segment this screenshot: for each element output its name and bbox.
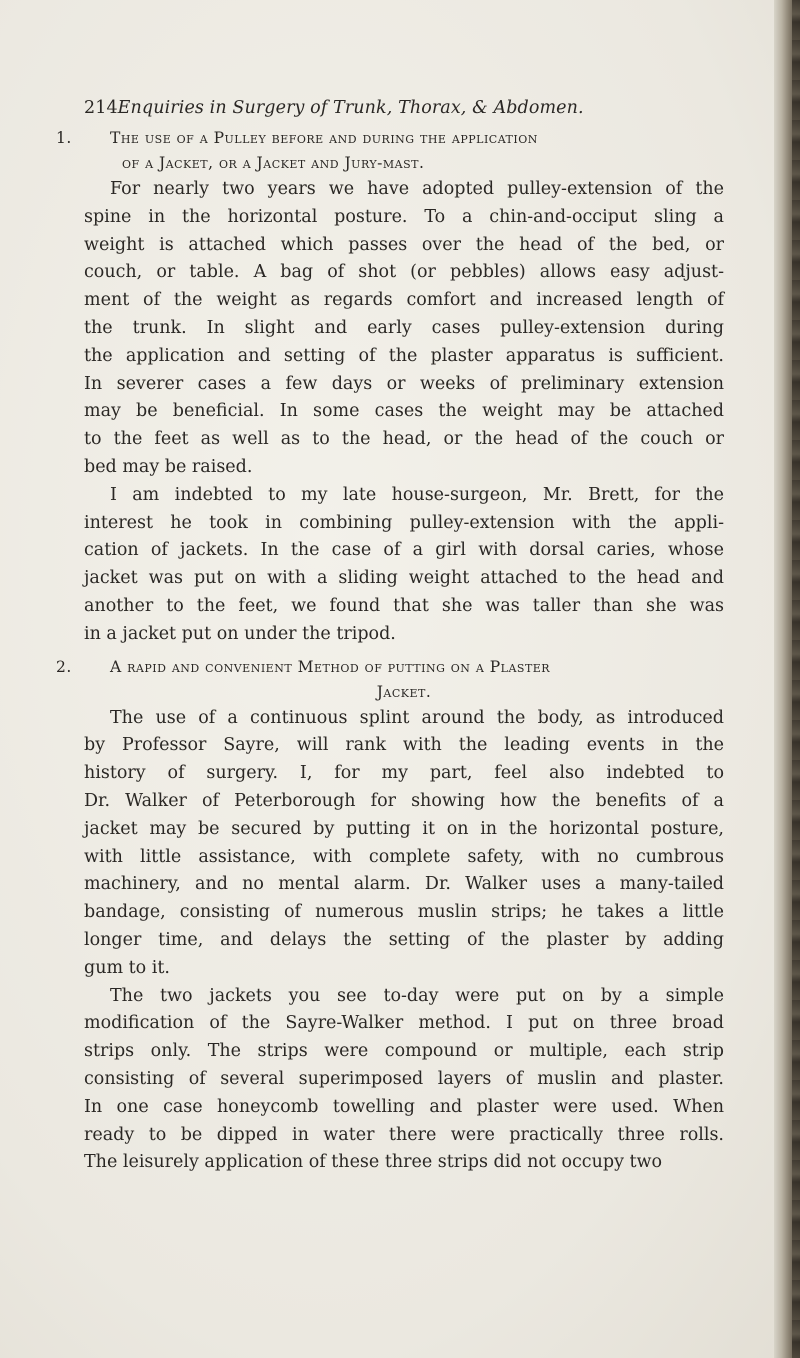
- text-line: jacket may be secured by putting it on in the horizontal posture,: [84, 818, 724, 839]
- text-line: with little assistance, with complete safety, with no cumbrous: [84, 846, 724, 867]
- text-line: For nearly two years we have adopted pulley-extension of the: [110, 179, 724, 199]
- text-line: history of surgery. I, for my part, feel also indebted to: [84, 763, 724, 784]
- text-line: bandage, consisting of numerous muslin strips; he takes a little: [84, 902, 724, 923]
- text-line: cation of jackets. In the case of a girl with dorsal caries, whose: [84, 540, 724, 561]
- page-number: 214: [84, 98, 118, 118]
- section-1-heading-cont: [84, 151, 724, 176]
- text-line: Dr. Walker of Peterborough for showing how the benefits of a: [84, 790, 724, 811]
- section-1-heading: [56, 126, 724, 151]
- section-2-paragraph-1: [84, 705, 724, 983]
- text-line: to the feet as well as to the head, or the head of the couch or: [84, 429, 724, 450]
- section-2-heading-line-2: Jacket.: [376, 682, 432, 701]
- page-text: [56, 96, 724, 1177]
- text-line: The two jackets you see to-day were put on by a simple: [110, 985, 724, 1006]
- text-line: the application and setting of the plaster apparatus is sufficient.: [84, 345, 724, 366]
- text-line: spine in the horizontal posture. To a chin-and-occiput sling a: [84, 206, 724, 227]
- section-1-heading-line-2: of a Jacket, or a Jacket and Jury-mast.: [122, 154, 425, 172]
- section-2-heading-cont: [84, 680, 724, 705]
- text-line: jacket was put on with a sliding weight attached to the head and: [84, 568, 724, 589]
- running-title: Enquiries in Surgery of Trunk, Thorax, & Abdomen.: [117, 98, 584, 118]
- section-2-number: 2.: [56, 657, 72, 676]
- text-line: The leisurely application of these three strips did not occupy two: [84, 1152, 663, 1173]
- text-line: interest he took in combining pulley-extension with the appli-: [84, 512, 724, 533]
- text-line: longer time, and delays the setting of the plaster by adding: [84, 929, 724, 950]
- text-line: modification of the Sayre-Walker method. I put on three broad: [84, 1013, 724, 1034]
- section-1-heading-line-1: The use of a Pulley before and during the application: [110, 129, 538, 147]
- text-line: may be beneficial. In some cases the weight may be attached: [84, 401, 724, 422]
- text-line: In severer cases a few days or weeks of preliminary extension: [84, 373, 724, 394]
- text-line: ment of the weight as regards comfort and increased length of: [84, 290, 724, 311]
- text-line: The use of a continuous splint around the body, as introduced: [110, 707, 724, 728]
- text-line: weight is attached which passes over the head of the bed, or: [84, 234, 724, 255]
- text-line: gum to it.: [84, 957, 170, 978]
- text-line: I am indebted to my late house-surgeon, Mr. Brett, for the: [110, 484, 724, 505]
- section-2-heading-line-1: A rapid and convenient Method of putting on a Plaster: [110, 657, 551, 676]
- text-line: the trunk. In slight and early cases pulley-extension during: [84, 317, 724, 338]
- section-2-heading: [56, 655, 724, 680]
- text-line: ready to be dipped in water there were practically three rolls.: [84, 1124, 724, 1145]
- text-line: in a jacket put on under the tripod.: [84, 623, 396, 644]
- text-line: consisting of several superimposed layers of muslin and plaster.: [84, 1068, 724, 1089]
- text-line: another to the feet, we found that she was taller than she was: [84, 595, 724, 616]
- text-line: bed may be raised.: [84, 456, 253, 477]
- running-header: [84, 96, 724, 120]
- section-2-paragraph-2: [84, 983, 724, 1178]
- text-line: by Professor Sayre, will rank with the leading events in the: [84, 735, 724, 756]
- text-line: machinery, and no mental alarm. Dr. Walker uses a many-tailed: [84, 874, 724, 895]
- page-binding-shadow: [792, 0, 800, 1358]
- section-1-paragraph-2: [84, 482, 724, 649]
- text-line: couch, or table. A bag of shot (or pebbles) allows easy adjust-: [84, 262, 724, 283]
- text-line: strips only. The strips were compound or multiple, each strip: [84, 1041, 724, 1062]
- text-line: In one case honeycomb towelling and plaster were used. When: [84, 1096, 724, 1117]
- section-1-paragraph-1: [84, 176, 724, 482]
- section-1-number: 1.: [56, 129, 72, 147]
